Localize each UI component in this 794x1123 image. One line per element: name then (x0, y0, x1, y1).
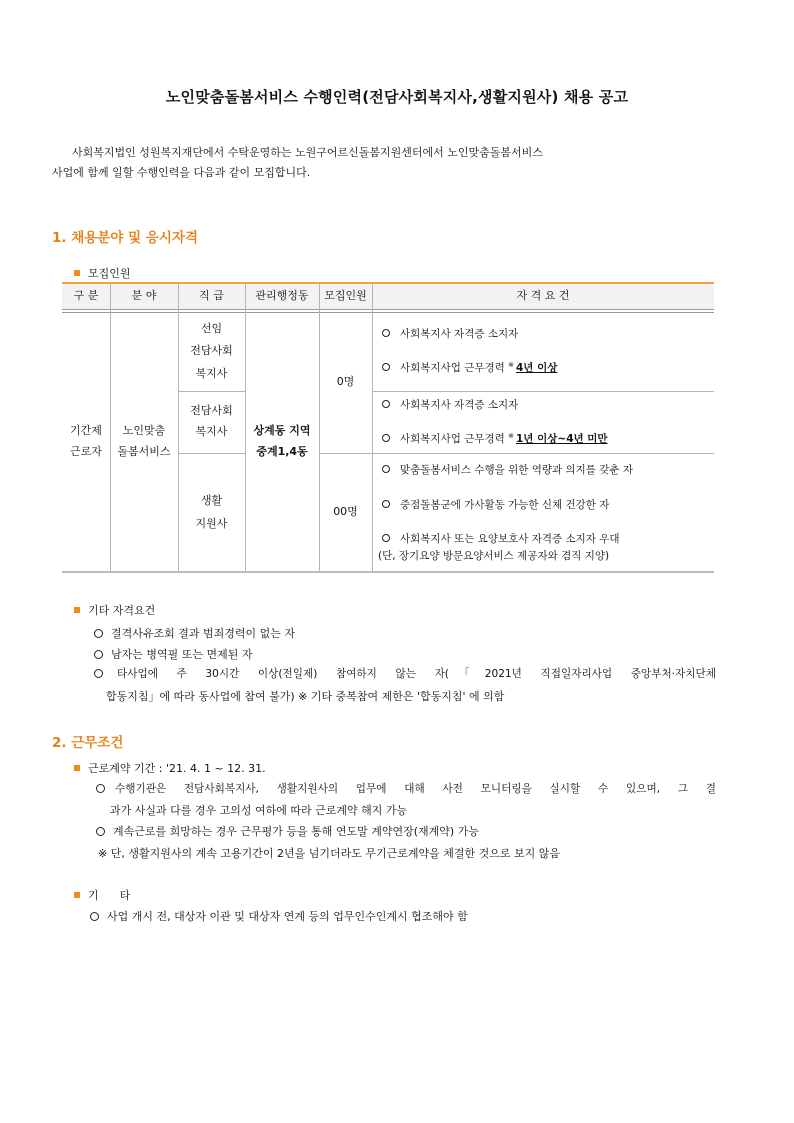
other-item-3-cont: 합동지침」에 따라 동사업에 참여 불가) ※ 기타 중복참여 제한은 '합동지침' 에 의함 (106, 690, 505, 703)
circle-bullet-icon (382, 434, 390, 442)
req-2a: 사회복지사 자격증 소지자 (382, 397, 518, 412)
header-requirements: 자 격 요 건 (516, 289, 570, 303)
etc-item: 사업 개시 전, 대상자 이관 및 대상자 연계 등의 업무인수인계시 협조해야 함 (90, 908, 468, 924)
condition-note: ※ 단, 생활지원사의 계속 고용기간이 2년을 넘기더라도 무기근로계약을 체결한 것으로 보지 않음 (98, 847, 560, 860)
cell-rank-senior: 선임 전담사회 복지사 (190, 321, 233, 380)
other-item-1: 결격사유조회 결과 범죄경력이 없는 자 (94, 625, 295, 641)
square-bullet-icon (74, 607, 80, 613)
intro-line-1: 사회복지법인 성원복지재단에서 수탁운영하는 노원구어르신돌봄지원센터에서 노인맞춤돌봄서비스 (72, 146, 543, 159)
circle-bullet-icon (90, 912, 99, 921)
circle-bullet-icon (382, 400, 390, 408)
table-bottom-border (62, 571, 714, 573)
req-3a: 맞춤돌봄서비스 수행을 위한 역량과 의지를 갖춘 자 (382, 462, 633, 477)
square-bullet-icon (74, 270, 80, 276)
cell-field: 노인맞춤 돌봄서비스 (117, 423, 171, 458)
circle-bullet-icon (96, 784, 105, 793)
recruit-label: 모집인원 (74, 265, 131, 281)
circle-bullet-icon (94, 669, 103, 678)
header-field: 분 야 (131, 289, 157, 303)
header-rank: 직 급 (199, 289, 224, 303)
intro-line-2: 사업에 함께 일할 수행인력을 다음과 같이 모집합니다. (52, 166, 311, 179)
table-header-rule (62, 309, 714, 310)
contract-label: 근로계약 기간 : '21. 4. 1 ~ 12. 31. (74, 760, 266, 776)
square-bullet-icon (74, 892, 80, 898)
req-3b: 중점돌봄군에 가사활동 가능한 신체 건강한 자 (382, 497, 609, 512)
req-1a: 사회복지사 자격증 소지자 (382, 326, 518, 341)
header-category: 구 분 (73, 289, 99, 303)
req-2b: 사회복지사업 근무경력 ※ 1년 이상~4년 미만 (382, 431, 608, 446)
table-hline (319, 453, 714, 454)
circle-bullet-icon (94, 629, 103, 638)
cell-rank-social-worker: 전담사회 복지사 (190, 404, 233, 438)
req-1b: 사회복지사업 근무경력 ※ 4년 이상 (382, 360, 557, 375)
condition-item-1: 수행기관은 전담사회복지사, 생활지원사의 업무에 대해 사전 모니터링을 실시할 수 있으며, 그 결 (96, 781, 716, 796)
other-label: 기타 자격요건 (74, 602, 155, 618)
circle-bullet-icon (382, 363, 390, 371)
cell-district: 상계동 지역 중계1,4동 (253, 423, 311, 458)
header-count: 모집인원 (324, 289, 367, 303)
cell-count-1: 0명 (336, 375, 355, 389)
table-vline (372, 284, 373, 571)
circle-bullet-icon (94, 650, 103, 659)
section-2-heading: 2. 근무조건 (52, 735, 124, 751)
req-3d: (단, 장기요양 방문요양서비스 제공자와 겸직 지양) (378, 550, 610, 562)
circle-bullet-icon (96, 827, 105, 836)
etc-label: 기 타 (74, 887, 130, 903)
circle-bullet-icon (382, 329, 390, 337)
cell-rank-support-worker: 생활 지원사 (195, 493, 228, 530)
circle-bullet-icon (382, 534, 390, 542)
table-hline (372, 391, 714, 392)
section-1-heading: 1. 채용분야 및 응시자격 (52, 230, 198, 246)
condition-item-1-cont: 과가 사실과 다를 경우 고의성 여하에 따라 근로계약 해지 가능 (110, 804, 408, 817)
req-3c: 사회복지사 또는 요양보호사 자격증 소지자 우대 (382, 531, 620, 546)
other-item-3: 타사업에 주 30시간 이상(전일제) 참여하지 않는 자(「2021년 직접일자리사업 중앙부처·자치단체 (94, 666, 716, 681)
cell-category: 기간제 근로자 (70, 423, 102, 458)
square-bullet-icon (74, 765, 80, 771)
recruit-table (62, 282, 714, 572)
circle-bullet-icon (382, 500, 390, 508)
condition-item-2: 계속근로를 희망하는 경우 근무평가 등을 통해 연도말 계약연장(재계약) 가능 (96, 823, 479, 839)
header-district: 관리행정동 (255, 289, 309, 303)
page-title: 노인맞춤돌봄서비스 수행인력(전담사회복지사,생활지원사) 채용 공고 (165, 88, 629, 106)
circle-bullet-icon (382, 465, 390, 473)
cell-count-2: 00명 (333, 504, 358, 518)
other-item-2: 남자는 병역필 또는 면제된 자 (94, 646, 253, 662)
